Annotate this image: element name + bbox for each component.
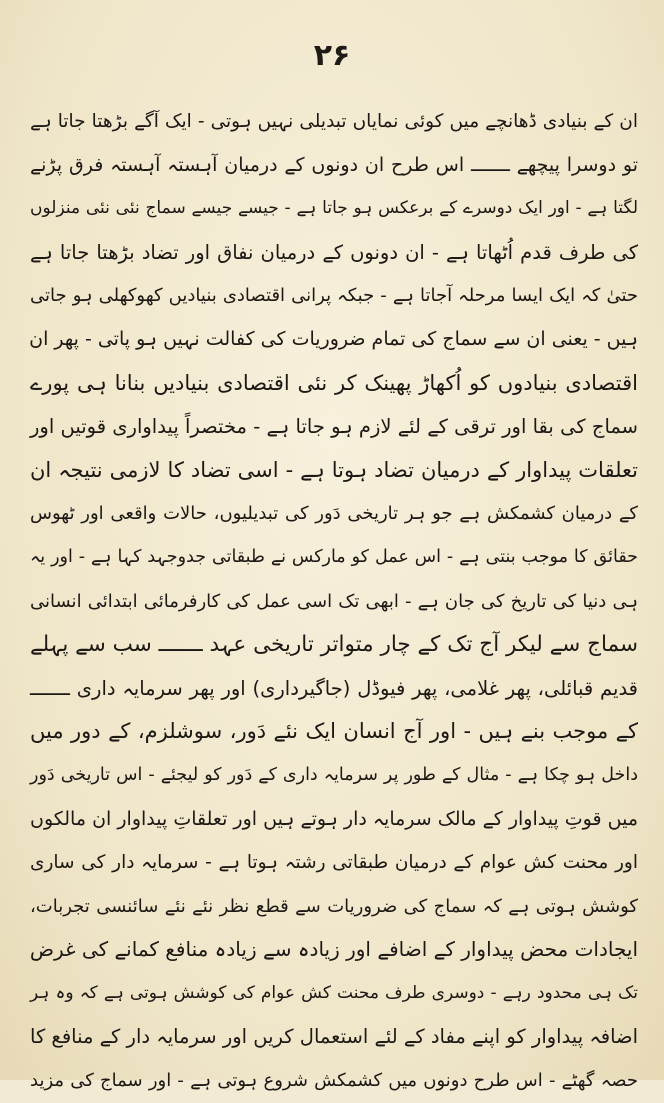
text-line: سماج سے لیکر آج تک کے چار متواتر تاریخی عہد ـــــــ سب سے پہلے bbox=[30, 632, 638, 658]
text-line: میں قوتِ پیداوار کے مالک سرمایہ دار ہوتے ہیں اور تعلقاتِ پیداوار ان مالکوں bbox=[30, 807, 638, 830]
text-line: تک ہی محدود رہے - دوسری طرف محنت کش عوام کی کوشش ہوتی ہے کہ وہ ہر bbox=[30, 982, 638, 1003]
text-line: ہیں - یعنی ان سے سماج کی تمام ضروریات کی کفالت نہیں ہو پاتی - پھر ان bbox=[29, 327, 638, 350]
text-line: ہی دنیا کی تاریخ کی جان ہے - ابھی تک اسی عمل کی کارفرمائی ابتدائی انسانی bbox=[30, 590, 638, 612]
text-line: قدیم قبائلی، پھر غلامی، پھر فیوڈل (جاگیرداری) اور پھر سرمایہ داری ـــــــ bbox=[30, 676, 638, 700]
text-line: ان کے بنیادی ڈھانچے میں کوئی نمایاں تبدیلی نہیں ہوتی - ایک آگے بڑھتا جاتا ہے bbox=[30, 111, 638, 132]
text-line: ایجادات محض پیداوار کے اضافے اور زیادہ سے زیادہ منافع کمانے کی غرض bbox=[29, 937, 638, 962]
text-line: اقتصادی بنیادوں کو اُکھاڑ پھینک کر نئی اقتصادی بنیادیں بنانا ہی پورے bbox=[30, 370, 638, 395]
text-line: حصہ گھٹے - اس طرح دونوں میں کشمکش شروع ہوتی ہے - اور سماج کی مزید bbox=[30, 1070, 638, 1092]
text-line: کوشش ہوتی ہے کہ سماج کی ضروریات سے قطع نظر نئے نئے سائنسی تجربات، bbox=[30, 895, 638, 917]
text-line: حتیٰ کہ ایک ایسا مرحلہ آجاتا ہے - جبکہ پرانی اقتصادی بنیادیں کھوکھلی ہو جاتی bbox=[30, 285, 638, 307]
text-line: کے درمیان کشمکش ہے جو ہر تاریخی دَور کی تبدیلیوں، حالات واقعی اور ٹھوس bbox=[30, 503, 638, 525]
text-line: کے موجب بنے ہیں - اور آج انسان ایک نئے دَور، سوشلزم، کے دور میں bbox=[30, 719, 638, 744]
text-line: کی طرف قدم اُٹھاتا ہے - ان دونوں کے درمیان نفاق اور تضاد بڑھتا جاتا ہے bbox=[30, 240, 638, 264]
text-line: تو دوسرا پیچھے ـــــــ اس طرح ان دونوں کے درمیان آہستہ آہستہ فرق پڑنے bbox=[30, 153, 638, 176]
text-line: اور محنت کش عوام کے درمیان طبقاتی رشتہ ہوتا ہے - سرمایہ دار کی ساری bbox=[30, 852, 638, 874]
text-line: لگتا ہے - اور ایک دوسرے کے برعکس ہو جاتا ہے - جیسے جیسے سماج نئی نئی منزلوں bbox=[30, 198, 638, 219]
text-line: سماج کی بقا اور ترقی کے لئے لازم ہو جاتا ہے - مختصراً پیداواری قوتیں اور bbox=[30, 415, 638, 439]
text-line: داخل ہو چکا ہے - مثال کے طور پر سرمایہ داری کے دَور کو لیجئے - اس تاریخی دَور bbox=[30, 764, 638, 785]
text-line: حقائق کا موجب بنتی ہے - اس عمل کو مارکس نے طبقاتی جدوجہد کہا ہے - اور یہ bbox=[30, 546, 638, 567]
text-line: اضافہ پیداوار کو اپنے مفاد کے لئے استعمال کریں اور سرمایہ دار کے منافع کا bbox=[30, 1025, 638, 1049]
body-text bbox=[30, 100, 638, 1103]
text-line: تعلقات پیداوار کے درمیان تضاد ہوتا ہے - اسی تضاد کا لازمی نتیجہ ان bbox=[30, 457, 638, 482]
page-number: ۲۶ bbox=[313, 38, 351, 73]
